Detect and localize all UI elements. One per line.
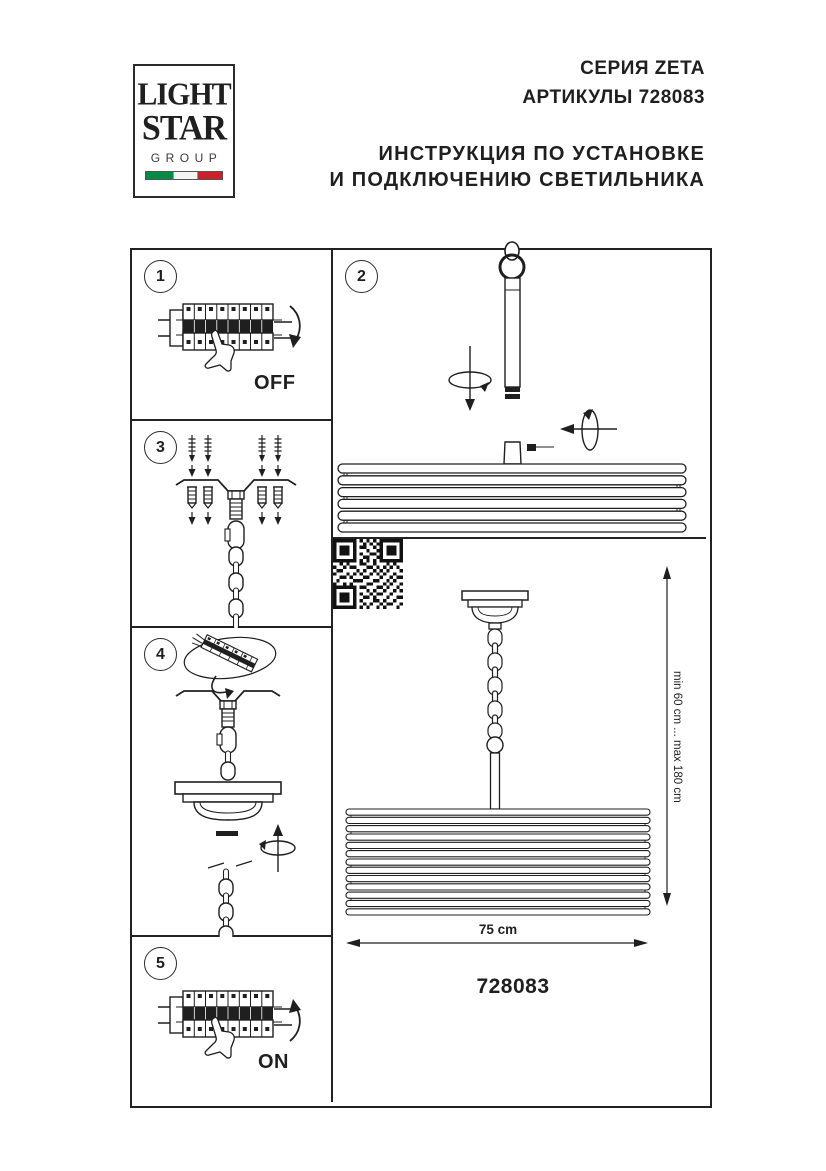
step2-number: 2 [357,267,366,285]
on-label: ON [258,1051,289,1073]
chain-drawing [225,521,244,629]
rotate-arrow-icon [449,346,491,411]
flag-white [173,172,198,179]
threaded-hub [228,491,244,519]
chain-ball [487,737,503,753]
logo-word-star: STAR [141,109,227,148]
step4-number: 4 [156,645,165,663]
panel-step2 [333,250,706,539]
chain-drawing [488,629,502,739]
document-header [329,58,705,193]
step5-badge [144,947,177,980]
arrow-up-icon [289,999,301,1041]
canopy-install-drawing [132,628,333,937]
panel-step4 [132,628,333,937]
instruction-title-line1: ИНСТРУКЦИЯ ПО УСТАНОВКЕ [378,143,705,165]
step3-number: 3 [156,438,165,456]
off-label: OFF [254,372,296,394]
assembled-fixture-drawing [333,539,706,1102]
screw-rotate-arrow-icon [560,409,617,450]
lower-rod [491,753,500,809]
series-title: СЕРИЯ ZETA [580,58,705,79]
rod-assembly-drawing [333,250,706,539]
logo-word-group: GROUP [150,151,223,165]
width-dimension-line [346,939,648,947]
rotate-arrow-icon [259,824,295,872]
arrow-down-icon [289,306,301,348]
article-number: 728083 [476,975,550,998]
panel-dimensions [333,539,706,1102]
panel-step3 [132,421,333,628]
shade-slats-drawing [338,464,686,532]
shade-slats-drawing [346,809,650,915]
italian-flag-bar [145,171,223,180]
canopy-drawing [175,782,281,820]
step3-badge [144,431,177,464]
wiring-inset-balloon [182,629,278,699]
height-range-label: min 60 cm ... max 180 cm [671,671,683,803]
height-dimension-line [663,566,671,906]
step4-badge [144,638,177,671]
article-title: АРТИКУЛЫ 728083 [522,87,705,108]
lightstar-logo [133,64,235,198]
panel-step5 [132,937,333,1102]
grub-screw [527,444,554,451]
hanging-ring [500,242,524,279]
step1-number: 1 [156,267,165,285]
flag-red [198,172,222,179]
step5-number: 5 [156,954,165,972]
threaded-hub [220,701,236,727]
suspension-rod [505,278,520,399]
chain-drawing [217,727,236,780]
shade-socket [504,442,521,464]
panel-step1 [132,250,333,421]
step2-badge [345,260,378,293]
qr-code [333,539,403,609]
canopy-drawing [462,591,528,629]
instruction-grid [130,248,712,1108]
logo-word-light: LIGHT [137,77,231,112]
instruction-title-line2: И ПОДКЛЮЧЕНИЮ СВЕТИЛЬНИКА [329,169,705,191]
chain-lower-drawing [208,861,252,944]
step1-badge [144,260,177,293]
width-label: 75 cm [478,922,518,937]
screw-slot-mark [216,831,238,836]
flag-green [146,172,173,179]
